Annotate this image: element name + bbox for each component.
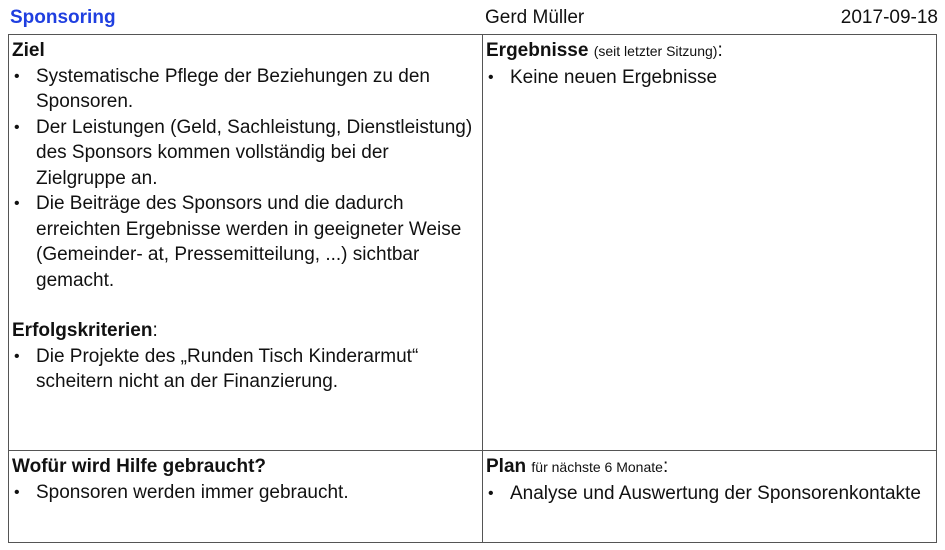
plan-list <box>486 481 930 507</box>
ziel-cell <box>9 35 483 450</box>
ergebnisse-heading-text: Ergebnisse <box>486 40 589 61</box>
ergebnisse-heading <box>486 38 930 65</box>
spacer <box>12 293 476 318</box>
erfolgskriterien-heading-text: Erfolgskriterien <box>12 320 153 341</box>
list-item: • Die Projekte des „Runden Tisch Kinderarmut“ scheitern nicht an der Finanzierung. <box>12 344 476 395</box>
list-item: • Systematische Pflege der Beziehungen zu den Sponsoren. <box>12 64 476 115</box>
author-name: Gerd Müller <box>485 7 585 28</box>
document-header <box>8 4 938 32</box>
plan-heading <box>486 454 930 481</box>
list-item: • Die Beiträge des Sponsors und die dadurch erreichten Ergebnisse werden in geeigneter Weise (Gemeinder- at, Pressemitteilung, ...) sichtbar gemacht. <box>12 191 476 293</box>
ziel-list <box>12 64 476 294</box>
plan-heading-text: Plan <box>486 456 527 477</box>
list-item: • Sponsoren werden immer gebraucht. <box>12 480 476 506</box>
report-table <box>8 34 937 543</box>
erfolgskriterien-heading <box>12 318 476 344</box>
list-item: • Keine neuen Ergebnisse <box>486 65 930 91</box>
hilfe-cell <box>9 450 483 542</box>
document-date: 2017-09-18 <box>840 7 938 28</box>
plan-colon: : <box>662 456 669 477</box>
document-title: Sponsoring <box>10 7 116 28</box>
erfolgskriterien-colon: : <box>152 320 158 341</box>
hilfe-list <box>12 480 476 506</box>
list-item: • Der Leistungen (Geld, Sachleistung, Dienstleistung) des Sponsors kommen vollständig bei der Zielgruppe an. <box>12 115 476 192</box>
ergebnisse-cell <box>483 35 936 450</box>
ergebnisse-list <box>486 65 930 91</box>
list-item: • Analyse und Auswertung der Sponsorenkontakte <box>486 481 930 507</box>
ergebnisse-colon: : <box>717 40 723 61</box>
ziel-heading: Ziel <box>12 40 45 61</box>
plan-subheading: für nächste 6 Monate <box>531 459 663 475</box>
erfolgskriterien-list <box>12 344 476 395</box>
ergebnisse-subheading: (seit letzter Sitzung) <box>593 43 718 59</box>
hilfe-heading: Wofür wird Hilfe gebraucht? <box>12 456 267 477</box>
plan-cell <box>483 450 936 542</box>
